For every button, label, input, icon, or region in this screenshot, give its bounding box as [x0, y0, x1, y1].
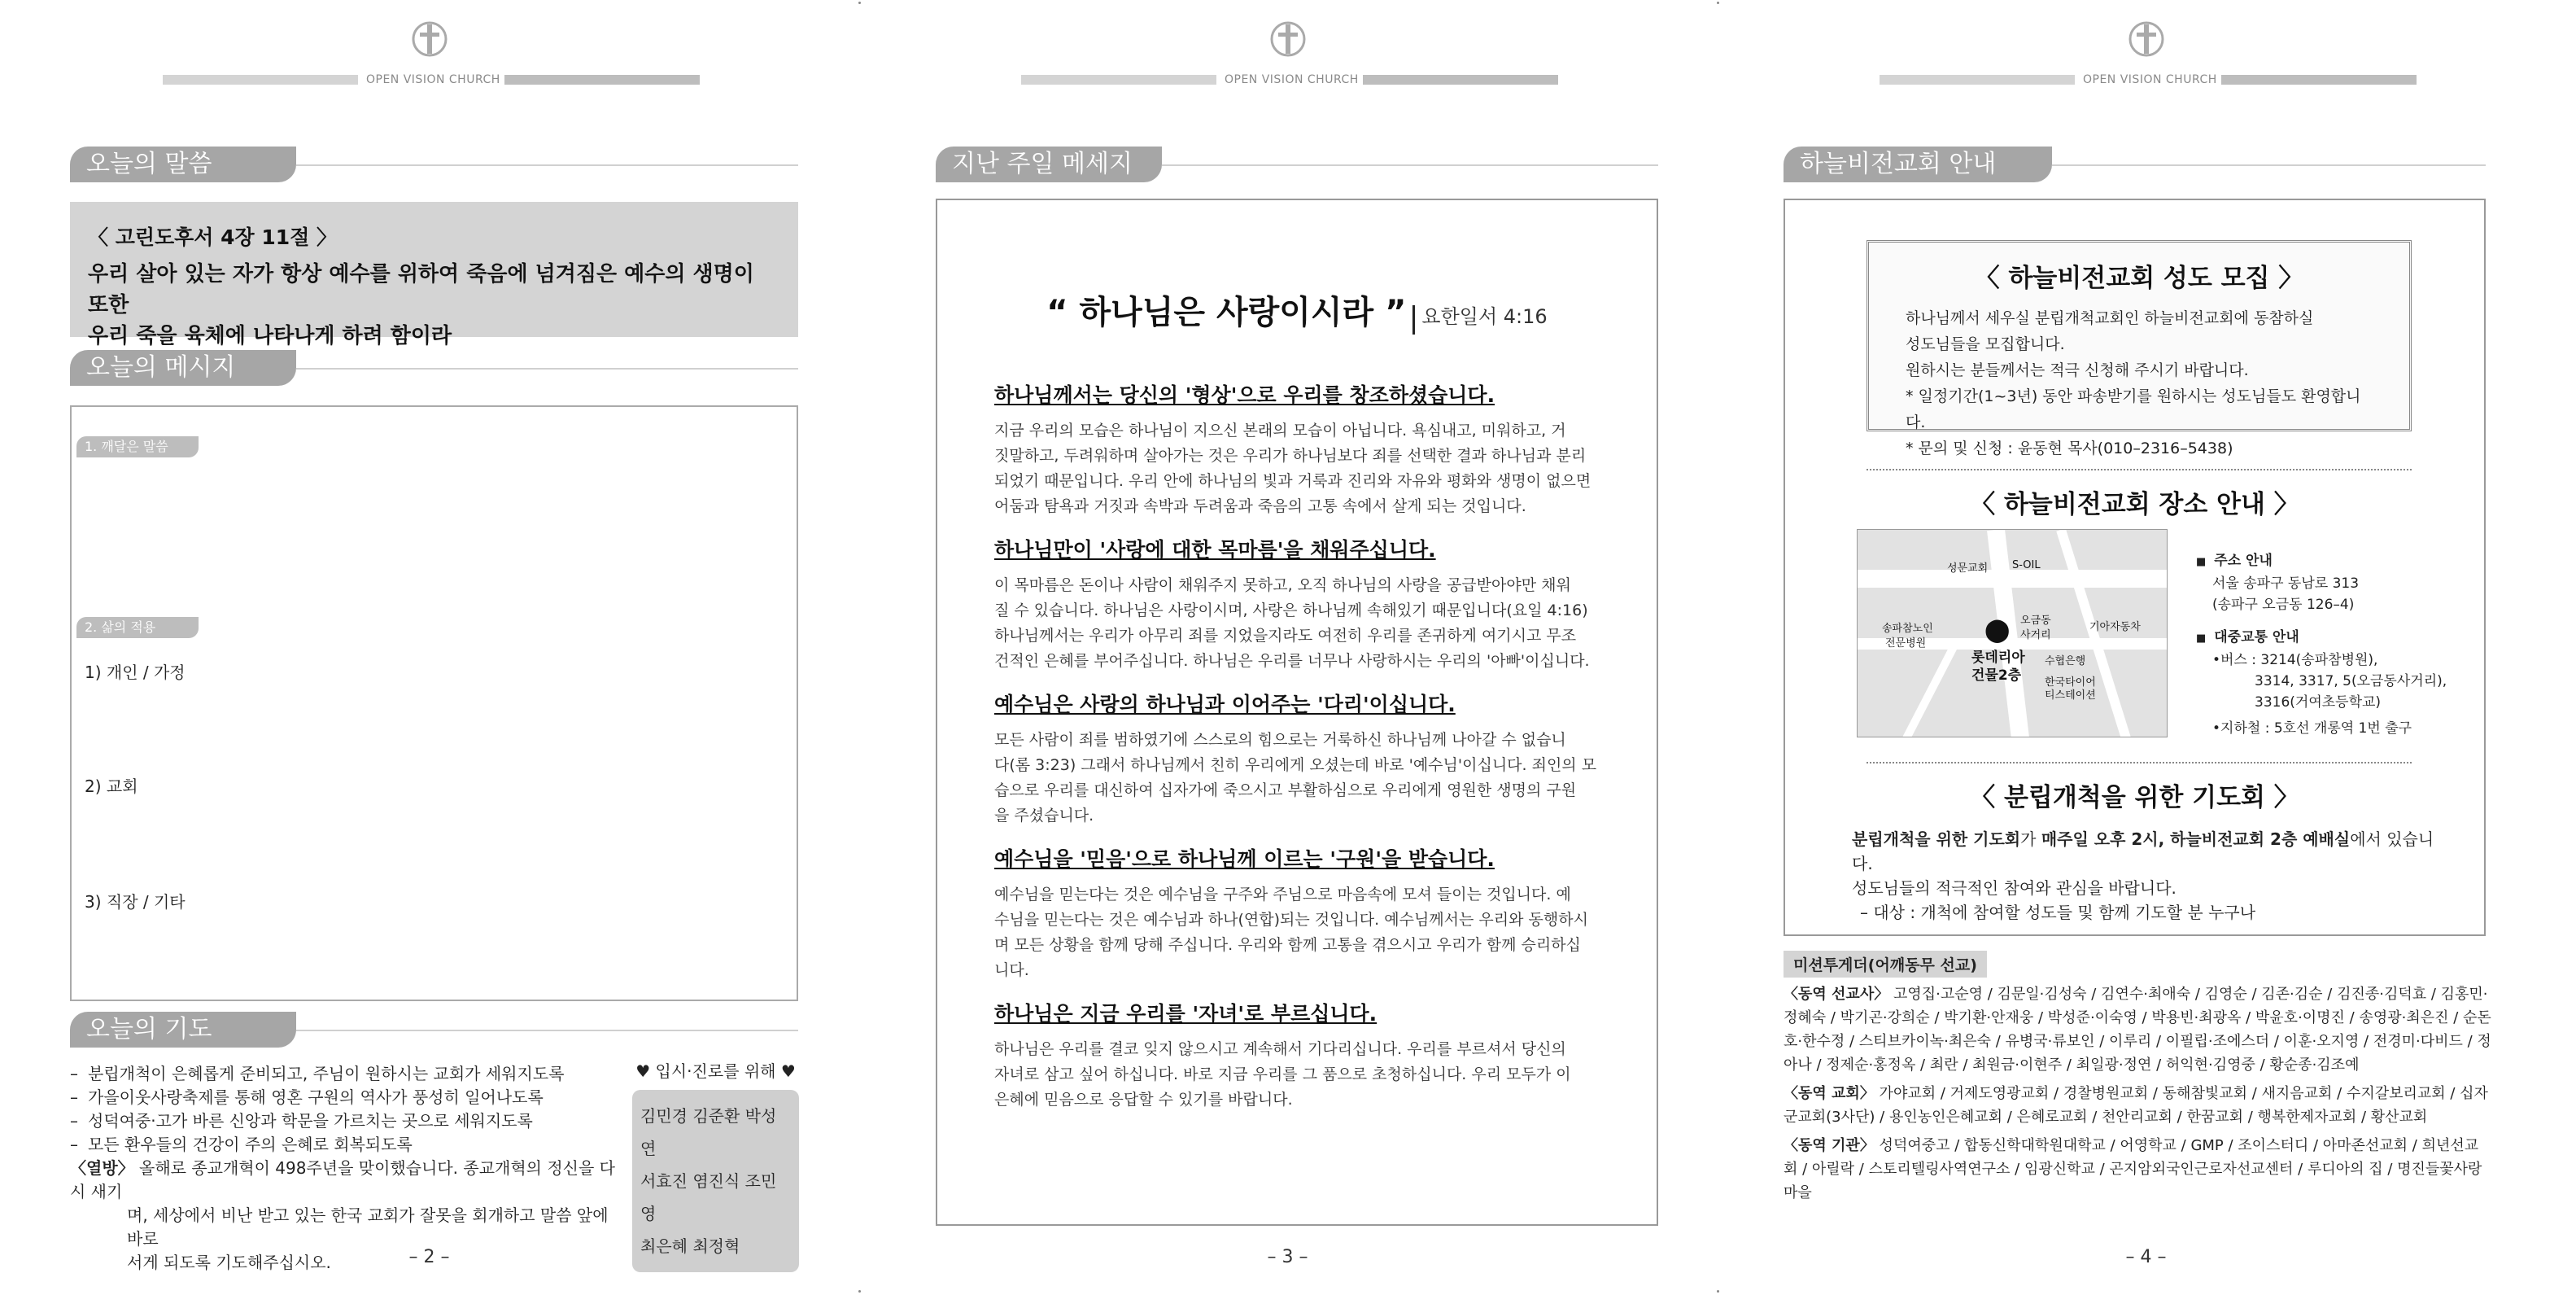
- map-label-destination: 건물2층: [1971, 667, 2022, 684]
- sermon-line: 은혜에 믿음으로 응답할 수 있기를 바랍니다.: [994, 1091, 1293, 1109]
- mission-paragraph: [1784, 1134, 2491, 1205]
- dotted-divider: [1867, 469, 2412, 470]
- church-name: OPEN VISION CHURCH: [2083, 73, 2217, 86]
- recruit-line: 원하시는 분들께서는 적극 신청해 주시기 바랍니다.: [1906, 361, 2249, 379]
- prayer-meeting-line: – 대상 : 개척에 참여할 성도들 및 함께 기도할 분 누구나: [1860, 903, 2256, 922]
- sermon-section: [994, 843, 1621, 983]
- sermon-line: 하나님은 우리를 결코 잊지 않으시고 계속해서 기다리십니다. 우리를 부르셔서 당신의: [994, 1040, 1566, 1058]
- sermon-section: [994, 998, 1621, 1113]
- sermon-section: [994, 689, 1621, 829]
- divider: [296, 164, 798, 166]
- crop-mark: [1717, 1290, 1719, 1293]
- exam-prayer-title: ♥ 입시·진로를 위해 ♥: [635, 1061, 796, 1081]
- bus-line: 3316(거여초등학교): [2255, 694, 2382, 711]
- sermon-section-heading: 예수님을 '믿음'으로 하나님께 이르는 '구원'을 받습니다.: [994, 847, 1495, 871]
- mission-text: 성덕여중고 / 합동신학대학원대학교 / 어영학교 / GMP / 조이스터디 / 아마존선교회 / 희년선교회 / 아릴락 / 스토리텔링사역연구소 / 임광신학교 / 곤지암외국인근로자선교센터 / 루디아의 집 / 명진들꽃사랑마을: [1784, 1137, 2482, 1201]
- prayer-list: [70, 1062, 623, 1275]
- location-title: 〈 하늘비전교회 장소 안내 〉: [1970, 490, 2299, 519]
- divider: [2052, 164, 2486, 166]
- address-heading: ■ 주소 안내: [2196, 550, 2465, 573]
- subway-line: •지하철 : 5호선 개롱역 1번 출구: [2212, 720, 2412, 737]
- church-name: OPEN VISION CHURCH: [366, 73, 500, 86]
- sermon-line: 습으로 우리를 대신하여 십자가에 죽으시고 부활하심으로 우리에게 영원한 생명의 구원: [994, 781, 1577, 799]
- exam-names-box: [632, 1090, 799, 1272]
- recruit-line: * 일정기간(1~3년) 동안 파송받기를 원하시는 성도님들도 환영합니다.: [1906, 387, 2361, 431]
- prayer-meeting-line: 성도님들의 적극적인 참여와 관심을 바랍니다.: [1852, 878, 2177, 898]
- sermon-line: 수님을 믿는다는 것은 예수님과 하나(연합)되는 것입니다. 예수님께서는 우리와 동행하시: [994, 911, 1588, 929]
- sermon-scripture-ref: 요한일서 4:16: [1421, 305, 1548, 328]
- prayer-meeting-text: 가: [2020, 829, 2041, 849]
- crop-mark: [858, 2, 861, 4]
- prayer-meeting-name: 분립개척을 위한 기도회: [1852, 829, 2021, 849]
- map-label: 기아자동차: [2089, 621, 2141, 633]
- prayer-item: – 가을이웃사랑축제를 통해 영혼 구원의 역사가 풍성히 일어나도록: [70, 1086, 623, 1109]
- mission-label: 〈동역 선교사〉: [1784, 986, 1889, 1003]
- prayer-item: – 모든 환우들의 건강이 주의 은혜로 회복되도록: [70, 1133, 623, 1157]
- prayer-item: – 분립개척이 은혜롭게 준비되고, 주님이 원하시는 교회가 세워지도록: [70, 1062, 623, 1086]
- sermon-section: [994, 379, 1621, 519]
- nations-text: 올해로 종교개혁이 498주년을 맞이했습니다. 종교개혁의 정신을 다시 새기: [70, 1158, 615, 1201]
- page-2: [0, 0, 858, 1295]
- sermon-title: [937, 287, 1657, 335]
- sermon-line: 이 목마름은 돈이나 사람이 채워주지 못하고, 오직 하나님의 사랑을 공급받아야만 채워: [994, 576, 1571, 594]
- sermon-line: 하나님께서는 우리가 아무리 죄를 지었을지라도 여전히 우리를 존귀하게 여기시고 무조: [994, 627, 1577, 645]
- nations-text: 서게 되도록 기도해주십시오.: [127, 1253, 331, 1272]
- header-bar: [2221, 75, 2417, 85]
- sermon-line: 모든 사람이 죄를 범하였기에 스스로의 힘으로는 거룩하신 하나님께 나아갈 수 없습니: [994, 731, 1566, 749]
- page-header: [858, 16, 1717, 86]
- names-line: 서효진 염진식 조민영: [640, 1171, 777, 1223]
- church-logo-icon: [1265, 16, 1311, 62]
- recruit-title: 〈 하늘비전교회 성도 모집 〉: [1974, 264, 2304, 293]
- map-label: 송파참노인: [1882, 623, 1933, 635]
- mission-text: 고영집·고순영 / 김문일·김성숙 / 김연수·최애숙 / 김영순 / 김존·김순 / 김진종·김덕효 / 김홍민·정혜숙 / 박기곤·강희순 / 박기환·안재웅 / 박성준·이숙영 / 박용빈·최광옥 / 박윤호·이명진 / 송영광·최은진 / 순돈호·한수정 / 스티브카이녹·최은숙 / 유병국·류보인 / 이루리 / 이필립·조에스더 / 이훈·오지영 / 전경미·다비드 / 정아나 / 정제순·홍정옥 / 최란 / 최원금·이현주 / 최일광·정연 / 허익현·김영중 / 황순종·김조예: [1784, 986, 2491, 1074]
- page-4: [1717, 0, 2575, 1295]
- verse-text-line: 우리 살아 있는 자가 항상 예수를 위하여 죽음에 넘겨짐은 예수의 생명이 또한: [88, 262, 754, 317]
- crop-mark: [1717, 2, 1719, 4]
- sermon-line: 예수님을 믿는다는 것은 예수님을 구주와 주님으로 마음속에 모셔 들이는 것입니다. 예: [994, 886, 1571, 903]
- application-item: 3) 직장 / 기타: [85, 892, 186, 912]
- nations-label: 〈열방〉: [70, 1158, 134, 1178]
- location-info: [2196, 550, 2465, 739]
- application-item: 1) 개인 / 가정: [85, 663, 186, 682]
- application-item: 2) 교회: [85, 777, 138, 796]
- section-tab-church-info: 하늘비전교회 안내: [1784, 147, 2052, 182]
- church-logo-icon: [2124, 16, 2169, 62]
- section-tab-last-sermon: 지난 주일 메세지: [936, 147, 1162, 182]
- map-label: 오금동: [2020, 615, 2051, 627]
- page-3: [858, 0, 1717, 1295]
- recruit-line: * 문의 및 신청 : 윤동현 목사(010–2316–5438): [1906, 440, 2233, 457]
- sermon-box: [936, 199, 1658, 1226]
- sermon-line: 자녀로 삼고 싶어 하십니다. 바로 지금 우리를 그 품으로 초청하십니다. 우리 모두가 이: [994, 1065, 1571, 1083]
- header-bar: [163, 75, 358, 85]
- header-bar: [1880, 75, 2075, 85]
- sermon-title-text: “ 하나님은 사랑이시라 ”: [1046, 294, 1407, 331]
- nations-text: 며, 세상에서 비난 받고 있는 한국 교회가 잘못을 회개하고 말씀 앞에 바로: [127, 1205, 609, 1249]
- church-logo-icon: [407, 16, 452, 62]
- address-line: (송파구 오금동 126–4): [2212, 597, 2355, 613]
- church-info-box: [1784, 199, 2486, 936]
- page-number: – 2 –: [408, 1247, 450, 1267]
- bus-line: 3314, 3317, 5(오금동사거리),: [2255, 673, 2447, 689]
- verse-reference: 〈 고린도후서 4장 11절 〉: [88, 225, 338, 249]
- sermon-line: 니다.: [994, 961, 1029, 979]
- transit-heading: ■ 대중교통 안내: [2196, 627, 2465, 650]
- header-bar: [1021, 75, 1216, 85]
- page-number: – 4 –: [2125, 1247, 2167, 1267]
- header-bar: [1363, 75, 1558, 85]
- prayer-meeting-text: 에서 있습니다.: [1852, 829, 2434, 873]
- prayer-meeting-line: [1852, 827, 2438, 876]
- page-number: – 3 –: [1267, 1247, 1308, 1267]
- section-tab-prayer: 오늘의 기도: [70, 1012, 296, 1048]
- message-notes-box: [70, 405, 798, 1001]
- sermon-line: 다(롬 3:23) 그래서 하나님께서 친히 우리에게 오셨는데 바로 '예수님'이십니다. 죄인의 모: [994, 756, 1597, 774]
- prayer-item-nations: [70, 1157, 623, 1204]
- verse-box: [70, 202, 798, 348]
- prayer-meeting-time: 매주일 오후 2시, 하늘비전교회 2층 예배실: [2041, 829, 2351, 849]
- crop-mark: [858, 1290, 861, 1293]
- recruit-line: 하나님께서 세우실 분립개척교회인 하늘비전교회에 동참하실: [1906, 309, 2314, 327]
- map-label: 성문교회: [1947, 562, 1989, 575]
- mission-label: 〈동역 교회〉: [1784, 1085, 1875, 1102]
- section-tab-word: 오늘의 말씀: [70, 147, 296, 182]
- recruit-box: [1867, 240, 2412, 457]
- mission-text: 가야교회 / 거제도영광교회 / 경찰병원교회 / 동해참빛교회 / 새지음교회 / 수지갈보리교회 / 십자군교회(3사단) / 용인농인은혜교회 / 은혜로교회 / 천안리교회 / 한꿈교회 / 행복한제자교회 / 황산교회: [1784, 1085, 2488, 1126]
- mission-together: [1784, 951, 2491, 1205]
- sermon-section-heading: 예수님은 사랑의 하나님과 이어주는 '다리'이십니다.: [994, 693, 1456, 716]
- dotted-divider: [1867, 762, 2412, 763]
- page-header: [1717, 16, 2575, 86]
- mission-paragraph: [1784, 1082, 2491, 1129]
- sermon-section: [994, 534, 1621, 674]
- sermon-line: 되었기 때문입니다. 우리 안에 하나님의 빛과 거룩과 진리와 자유와 평화와 생명이 없으면: [994, 472, 1591, 490]
- map-label: S-OIL: [2012, 559, 2041, 571]
- verse-text-line: 우리 죽을 육체에 나타나게 하려 함이라: [88, 324, 452, 348]
- prayer-meeting-body: [1852, 827, 2438, 925]
- map-label: 수협은행: [2045, 655, 2086, 667]
- sermon-line: 어둠과 탐욕과 거짓과 속박과 두려움과 죽음의 고통 속에서 살게 되는 것입니다.: [994, 497, 1526, 515]
- names-line: 김민경 김준환 박성연: [640, 1106, 777, 1158]
- location-pin-icon: ⬤: [1984, 616, 2011, 643]
- subsection-label: 2. 삶의 적용: [76, 617, 199, 638]
- subsection-label: 1. 깨달은 말씀: [76, 436, 199, 457]
- prayer-item: – 성덕여중·고가 바른 신앙과 학문을 가르치는 곳으로 세워지도록: [70, 1109, 623, 1133]
- sermon-line: 질 수 있습니다. 하나님은 사랑이시며, 사랑은 하나님께 속해있기 때문입니다(요일 4:16): [994, 602, 1588, 619]
- names-line: 최은혜 최정혁: [640, 1236, 740, 1256]
- prayer-meeting-title: 〈 분립개척을 위한 기도회 〉: [1970, 783, 2299, 812]
- recruit-line: 성도님들을 모집합니다.: [1906, 335, 2065, 353]
- header-bar: [504, 75, 700, 85]
- map-label: 전문병원: [1885, 637, 1927, 650]
- location-map: [1857, 529, 2168, 737]
- sermon-line: 짓말하고, 두려워하며 살아가는 것은 우리가 하나님보다 죄를 선택한 결과 하나님과 분리: [994, 447, 1587, 465]
- mission-tab: 미션투게더(어깨동무 선교): [1784, 951, 1987, 978]
- page-header: [0, 16, 858, 86]
- sermon-line: 을 주셨습니다.: [994, 807, 1094, 825]
- map-label-destination: 롯데리아: [1971, 650, 2025, 666]
- map-label: 한국타이어: [2045, 676, 2096, 689]
- sermon-section-heading: 하나님께서는 당신의 '형상'으로 우리를 창조하셨습니다.: [994, 383, 1495, 407]
- sermon-section-heading: 하나님만이 '사랑에 대한 목마름'을 채워주십니다.: [994, 538, 1436, 562]
- sermon-line: 며 모든 상황을 함께 당해 주십니다. 우리와 함께 고통을 겪으시고 우리가 함께 승리하십: [994, 936, 1581, 954]
- divider: [296, 368, 798, 370]
- title-separator: [1412, 305, 1415, 335]
- exam-prayer-box: [632, 1058, 799, 1272]
- bus-line: •버스 : 3214(송파참병원),: [2212, 652, 2378, 668]
- map-label: 사거리: [2020, 629, 2051, 641]
- mission-label: 〈동역 기관〉: [1784, 1137, 1875, 1154]
- mission-paragraph: [1784, 982, 2491, 1077]
- address-line: 서울 송파구 동남로 313: [2212, 575, 2360, 592]
- map-label: 티스테이션: [2045, 689, 2096, 702]
- sermon-line: 건적인 은혜를 부어주십니다. 하나님은 우리를 너무나 사랑하시는 우리의 '아빠'이십니다.: [994, 652, 1590, 670]
- church-name: OPEN VISION CHURCH: [1225, 73, 1359, 86]
- divider: [296, 1030, 798, 1031]
- sermon-line: 지금 우리의 모습은 하나님이 지으신 본래의 모습이 아닙니다. 욕심내고, 미워하고, 거: [994, 422, 1566, 440]
- sermon-section-heading: 하나님은 지금 우리를 '자녀'로 부르십니다.: [994, 1002, 1378, 1026]
- section-tab-message: 오늘의 메시지: [70, 350, 296, 386]
- divider: [1162, 164, 1658, 166]
